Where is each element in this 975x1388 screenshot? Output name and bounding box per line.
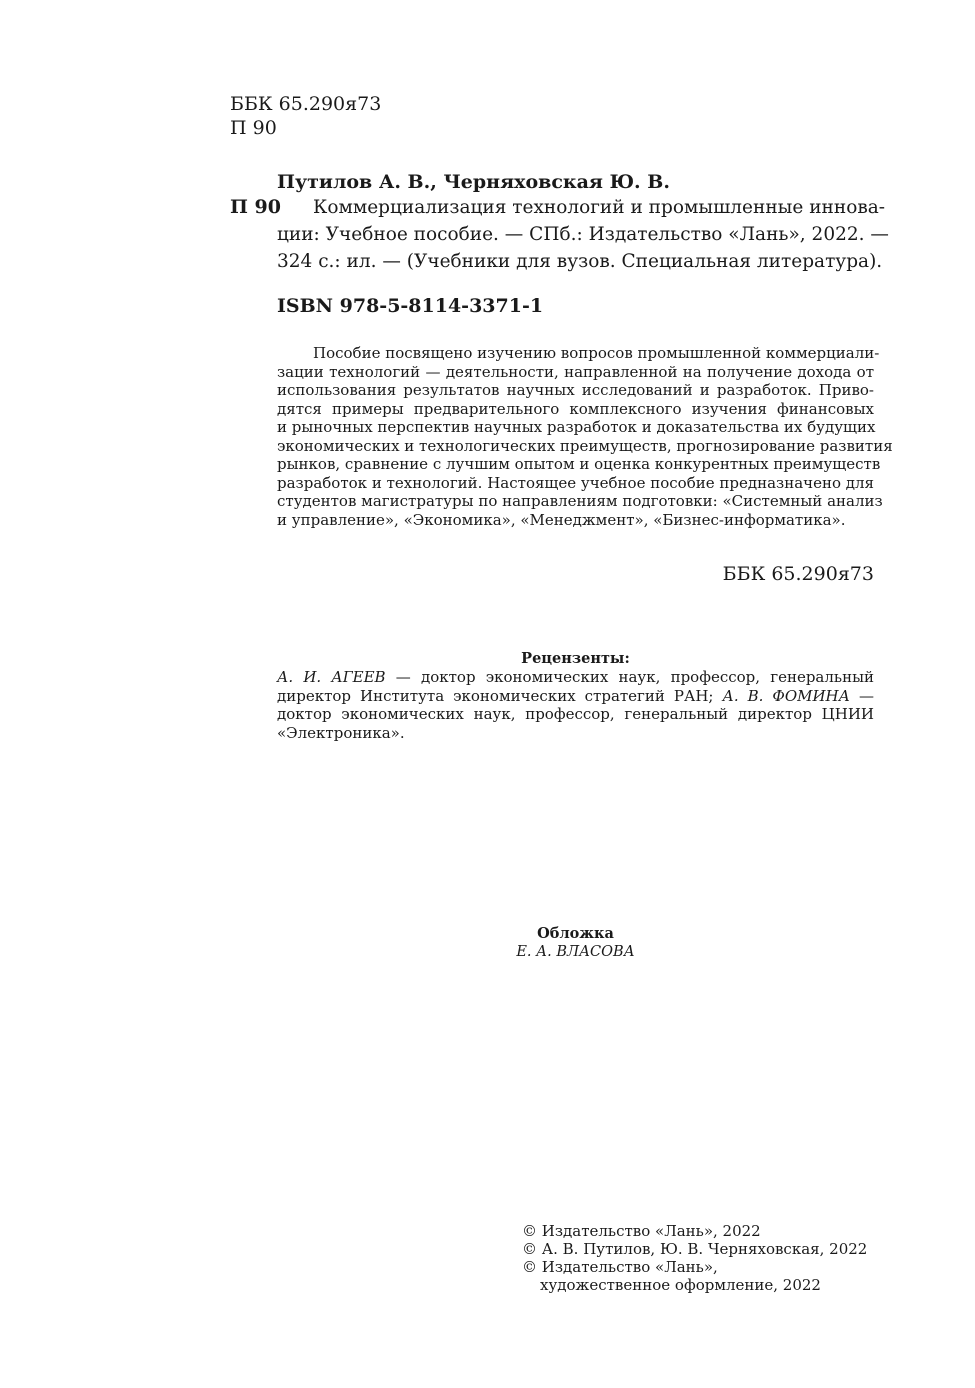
isbn: ISBN 978-5-8114-3371-1 xyxy=(277,295,544,317)
bbk-index: ББК 65.290я73 xyxy=(230,93,382,115)
annotation-line: разработок и технологий. Настоящее учебное пособие предназначено для xyxy=(277,473,874,492)
reviewers-line xyxy=(277,668,874,687)
annotation-line: экономических и технологических преимуществ, прогнозирование развития xyxy=(277,436,893,455)
authors-line: Путилов А. В., Черняховская Ю. В. xyxy=(277,171,670,193)
reviewers-heading: Рецензенты: xyxy=(521,650,630,667)
reviewers-line: доктор экономических наук, профессор, генеральный директор ЦНИИ xyxy=(277,705,874,723)
reviewer-1-desc: — доктор экономических наук, профессор, генеральный xyxy=(385,668,875,686)
reviewer-1-desc-cont: директор Института экономических стратегий РАН; xyxy=(277,686,723,705)
annotation-line: Пособие посвящено изучению вопросов промышленной коммерциали- xyxy=(313,344,880,362)
copyright-line: © А. В. Путилов, Ю. В. Черняховская, 2022 xyxy=(522,1240,868,1258)
reviewer-1-name: А. И. АГЕЕВ xyxy=(277,668,386,686)
annotation-line: дятся примеры предварительного комплексного изучения финансовых xyxy=(277,399,874,418)
annotation-line: и рыночных перспектив научных разработок и доказательства их будущих xyxy=(277,418,876,436)
copyright-line: художественное оформление, 2022 xyxy=(540,1276,821,1294)
author-mark: П 90 xyxy=(230,117,277,139)
biblio-line-2: ции: Учебное пособие. — СПб.: Издательство «Лань», 2022. — xyxy=(277,224,889,245)
annotation-line: студентов магистратуры по направлениям подготовки: «Системный анализ xyxy=(277,492,883,510)
bbk-header xyxy=(230,92,381,140)
bbk-index-right: ББК 65.290я73 xyxy=(722,563,874,585)
cover-heading: Обложка xyxy=(537,925,614,942)
copyright-block xyxy=(522,1222,867,1294)
cover-credit xyxy=(277,925,874,961)
biblio-line-1: Коммерциализация технологий и промышленные иннова- xyxy=(313,197,886,218)
annotation xyxy=(277,344,893,529)
annotation-line: рынков, сравнение с лучшим опытом и оценка конкурентных преимуществ xyxy=(277,455,881,473)
biblio-line-3: 324 с.: ил. — (Учебники для вузов. Специальная литература). xyxy=(277,251,883,272)
author-mark-inline: П 90 xyxy=(230,196,281,218)
annotation-line: и управление», «Экономика», «Менеджмент», «Бизнес-информатика». xyxy=(277,510,846,529)
annotation-line: использования результатов научных исследований и разработок. Приво- xyxy=(277,381,874,399)
reviewers-text xyxy=(277,668,874,742)
reviewers-line: «Электроника». xyxy=(277,723,405,742)
reviewer-2-dash: — xyxy=(850,686,875,705)
bibliographic-description xyxy=(277,194,889,275)
annotation-line: зации технологий — деятельности, направленной на получение дохода от xyxy=(277,362,874,381)
copyright-line: © Издательство «Лань», xyxy=(522,1258,718,1276)
copyright-line: © Издательство «Лань», 2022 xyxy=(522,1222,761,1240)
reviewers-line xyxy=(277,687,874,706)
reviewer-2-name: А. В. ФОМИНА xyxy=(722,686,851,705)
cover-designer: Е. А. ВЛАСОВА xyxy=(516,944,635,960)
